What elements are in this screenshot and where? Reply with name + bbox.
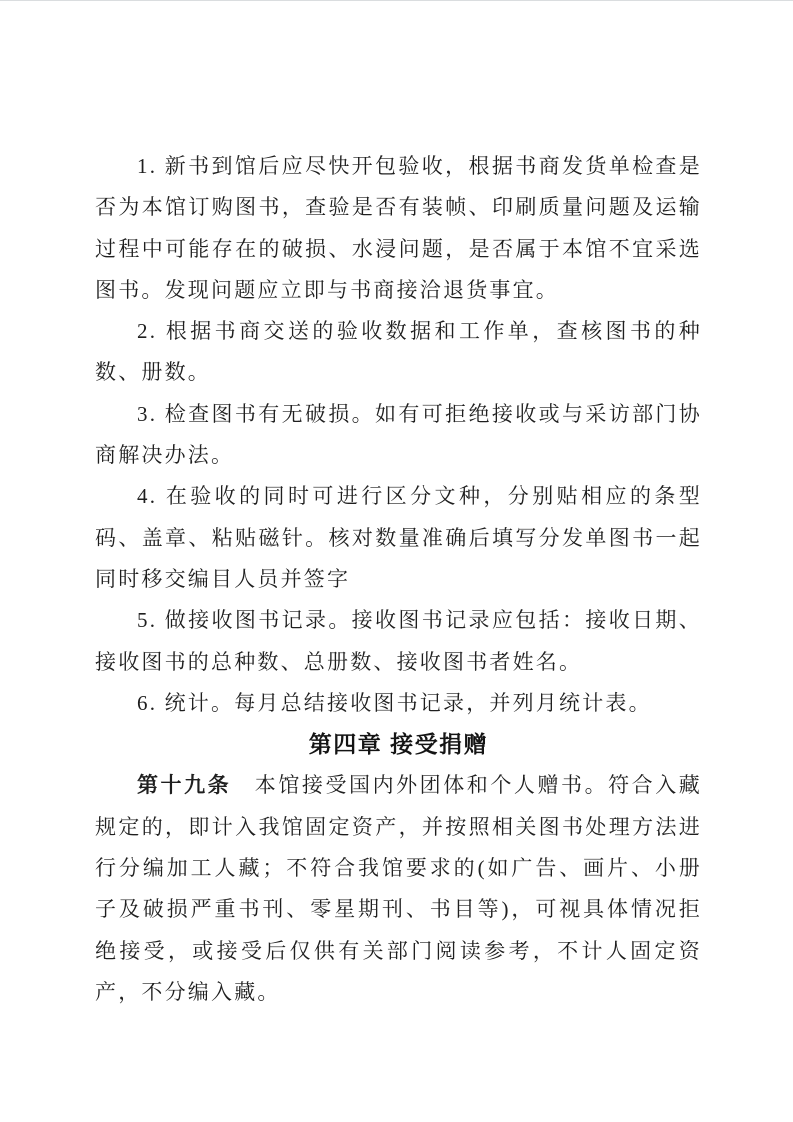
numbered-item-6: 6. 统计。每月总结接收图书记录，并列月统计表。	[137, 690, 652, 715]
numbered-item-5: 5. 做接收图书记录。接收图书记录应包括：接收日期、接收图书的总种数、总册数、接收图书者姓名。	[95, 608, 702, 674]
numbered-item-2: 2. 根据书商交送的验收数据和工作单，查核图书的种数、册数。	[95, 319, 702, 385]
article-number: 第十九条	[137, 773, 232, 798]
document-body	[95, 146, 702, 1013]
article-paragraph	[95, 765, 702, 1013]
numbered-item-4: 4. 在验收的同时可进行区分文种，分别贴相应的条型码、盖章、粘贴磁针。核对数量准确后填写分发单图书一起同时移交编目人员并签字	[95, 484, 702, 591]
article-text: 本馆接受国内外团体和个人赠书。符合入藏规定的，即计入我馆固定资产，并按照相关图书处理方法进行分编加工人藏；不符合我馆要求的(如广告、画片、小册子及破损严重书刊、零星期刊、书目等)，可视具体情况拒绝接受，或接受后仅供有关部门阅读参考，不计人固定资产，不分编入藏。	[95, 773, 702, 1004]
chapter-heading: 第四章 接受捐赠	[308, 731, 489, 758]
numbered-item-3: 3. 检查图书有无破损。如有可拒绝接收或与采访部门协商解决办法。	[95, 401, 702, 468]
numbered-item-1: 1. 新书到馆后应尽快开包验收，根据书商发货单检查是否为本馆订购图书，查验是否有装帧、印刷质量问题及运输过程中可能存在的破损、水浸问题，是否属于本馆不宜采选图书。发现问题应立即与书商接洽退货事宜。	[95, 154, 702, 302]
